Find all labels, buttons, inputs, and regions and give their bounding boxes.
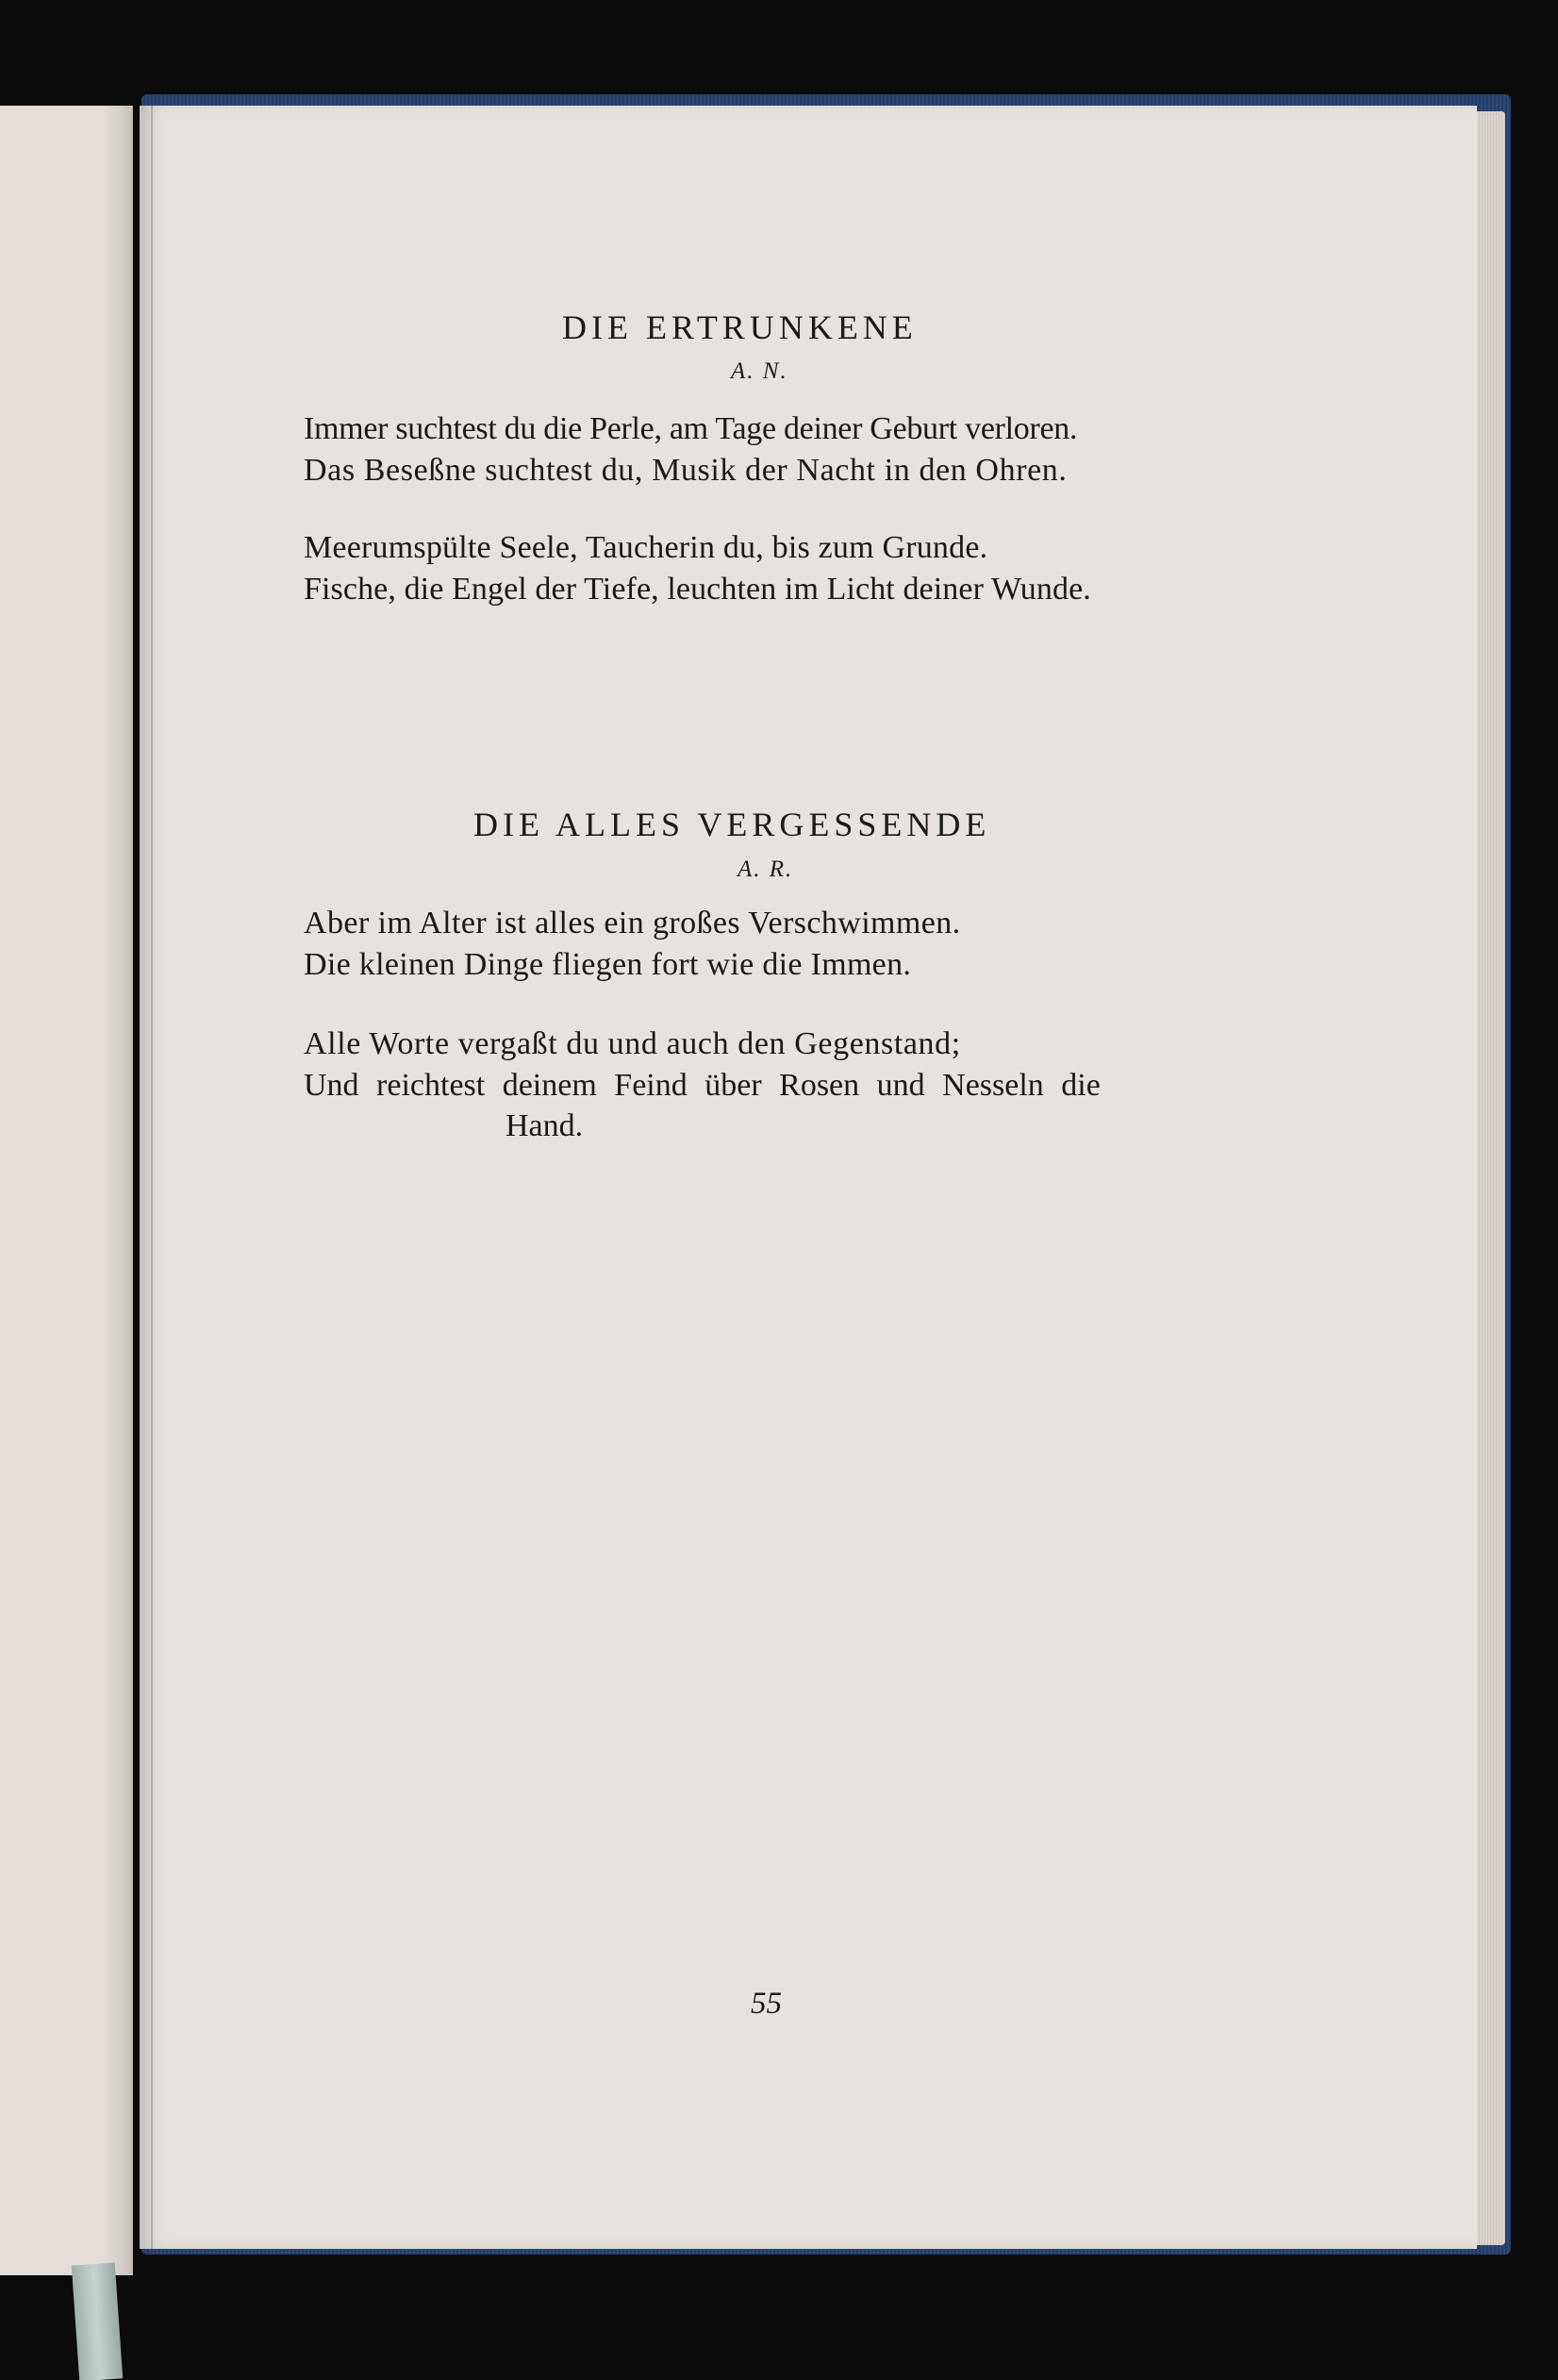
poem1-line-2: Das Beseßne suchtest du, Musik der Nacht in den Ohren.	[304, 453, 1068, 488]
poem1-line-4: Fische, die Engel der Tiefe, leuchten im Licht deiner Wunde.	[304, 572, 1091, 607]
poem2-line-2: Die kleinen Dinge fliegen fort wie die Immen.	[304, 947, 912, 982]
bookmark-ribbon	[72, 2263, 123, 2380]
page-number: 55	[751, 1987, 782, 2021]
poem2-title: DIE ALLES VERGESSENDE	[473, 806, 991, 843]
poem2-line-3: Alle Worte vergaßt du und auch den Gegenstand;	[304, 1026, 961, 1061]
gutter-shade	[104, 106, 132, 2275]
poem1-line-3: Meerumspülte Seele, Taucherin du, bis zum Grunde.	[304, 530, 988, 565]
poem2-line-5: Hand.	[506, 1108, 584, 1143]
poem1-title: DIE ERTRUNKENE	[562, 308, 918, 346]
spine-line	[151, 106, 153, 2249]
poem1-line-1: Immer suchtest du die Perle, am Tage deiner Geburt verloren.	[304, 411, 1078, 446]
poem1-dedication: A. N.	[731, 358, 788, 384]
left-page	[0, 106, 133, 2275]
poem2-line-4: Und reichtest deinem Feind über Rosen und Nesseln die	[304, 1068, 1101, 1103]
poem2-line-1: Aber im Alter ist alles ein großes Verschwimmen.	[304, 906, 961, 940]
poem2-dedication: A. R.	[738, 857, 794, 882]
